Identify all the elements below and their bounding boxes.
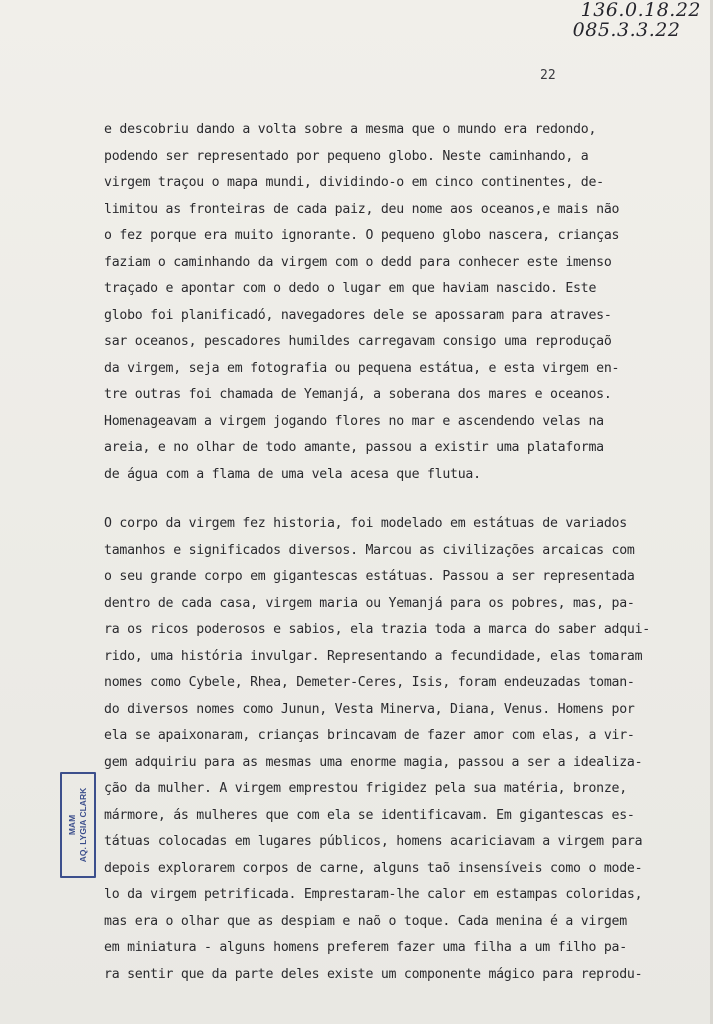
text-line: virgem traçou o mapa mundi, dividindo-o em cinco continentes, de- — [104, 175, 604, 190]
text-line: ra sentir que da parte deles existe um componente mágico para reprodu- — [104, 966, 643, 982]
text-line: mas era o olhar que as despiam e naõ o toque. Cada menina é a virgem — [104, 913, 627, 929]
paragraph-1 — [104, 117, 664, 488]
text-line: tátuas colocadas em lugares públicos, homens acariciavam a virgem para — [104, 834, 643, 849]
archive-reference-line-1: 136.0.18.22 — [580, 0, 701, 21]
text-line: tre outras foi chamada de Yemanjá, a soberana dos mares e oceanos. — [104, 387, 612, 402]
text-line: ção da mulher. A virgem emprestou frigidez pela sua matéria, bronze, — [104, 781, 627, 796]
text-line: nomes como Cybele, Rhea, Demeter-Ceres, Isis, foram endeuzadas toman- — [104, 675, 635, 690]
stamp-line-2: AQ. LYGIA CLARK — [78, 787, 88, 863]
text-line: Homenageavam a virgem jogando flores no mar e ascendendo velas na — [104, 413, 604, 429]
text-line: limitou as fronteiras de cada paiz, deu nome aos oceanos,e mais não — [104, 201, 620, 217]
stamp-line-1: MAM — [67, 814, 77, 836]
text-line: de água com a flama de uma vela acesa que flutua. — [104, 466, 481, 482]
text-line: podendo ser representado por pequeno globo. Neste caminhando, a — [104, 148, 589, 164]
text-line: areia, e no olhar de todo amante, passou a existir uma plataforma — [104, 440, 604, 455]
text-line: e descobriu dando a volta sobre a mesma que o mundo era redondo, — [104, 122, 597, 137]
text-line: mármore, ás mulheres que com ela se identificavam. Em gigantescas es- — [104, 807, 635, 823]
text-line: tamanhos e significados diversos. Marcou as civilizações arcaicas com — [104, 542, 635, 558]
text-line: globo foi planificadó, navegadores dele se apossaram para atraves- — [104, 307, 612, 323]
archive-reference-handwritten — [573, 0, 701, 40]
text-line: traçado e apontar com o dedo o lugar em que haviam nascido. Este — [104, 281, 597, 296]
text-line: sar oceanos, pescadores humildes carregavam consigo uma reproduçaõ — [104, 334, 612, 349]
text-line: ela se apaixonaram, crianças brincavam de fazer amor com elas, a vir- — [104, 728, 635, 743]
text-line: depois explorarem corpos de carne, alguns taõ insensíveis como o mode- — [104, 860, 643, 876]
text-line: O corpo da virgem fez historia, foi modelado em estátuas de variados — [104, 516, 627, 531]
text-line: o fez porque era muito ignorante. O pequeno globo nascera, crianças — [104, 228, 620, 243]
archive-stamp — [60, 772, 96, 878]
archive-reference-line-2: 085.3.3.22 — [572, 19, 681, 41]
text-line: dentro de cada casa, virgem maria ou Yemanjá para os pobres, mas, pa- — [104, 595, 635, 611]
text-line: ra os ricos poderosos e sabios, ela trazia toda a marca do saber adqui- — [104, 622, 650, 637]
text-line: da virgem, seja em fotografia ou pequena estátua, e esta virgem en- — [104, 360, 620, 376]
page-number: 22 — [540, 68, 556, 83]
paragraph-2 — [104, 511, 664, 988]
text-line: rido, uma história invulgar. Representando a fecundidade, elas tomaram — [104, 648, 643, 664]
text-line: lo da virgem petrificada. Emprestaram-lhe calor em estampas coloridas, — [104, 887, 643, 902]
text-line: faziam o caminhando da virgem com o dedd para conhecer este imenso — [104, 254, 612, 270]
text-line: o seu grande corpo em gigantescas estátuas. Passou a ser representada — [104, 569, 635, 584]
text-line: em miniatura - alguns homens preferem fazer uma filha a um filho pa- — [104, 940, 627, 955]
text-line: gem adquiriu para as mesmas uma enorme magia, passou a ser a idealiza- — [104, 754, 643, 770]
text-line: do diversos nomes como Junun, Vesta Minerva, Diana, Venus. Homens por — [104, 701, 635, 717]
